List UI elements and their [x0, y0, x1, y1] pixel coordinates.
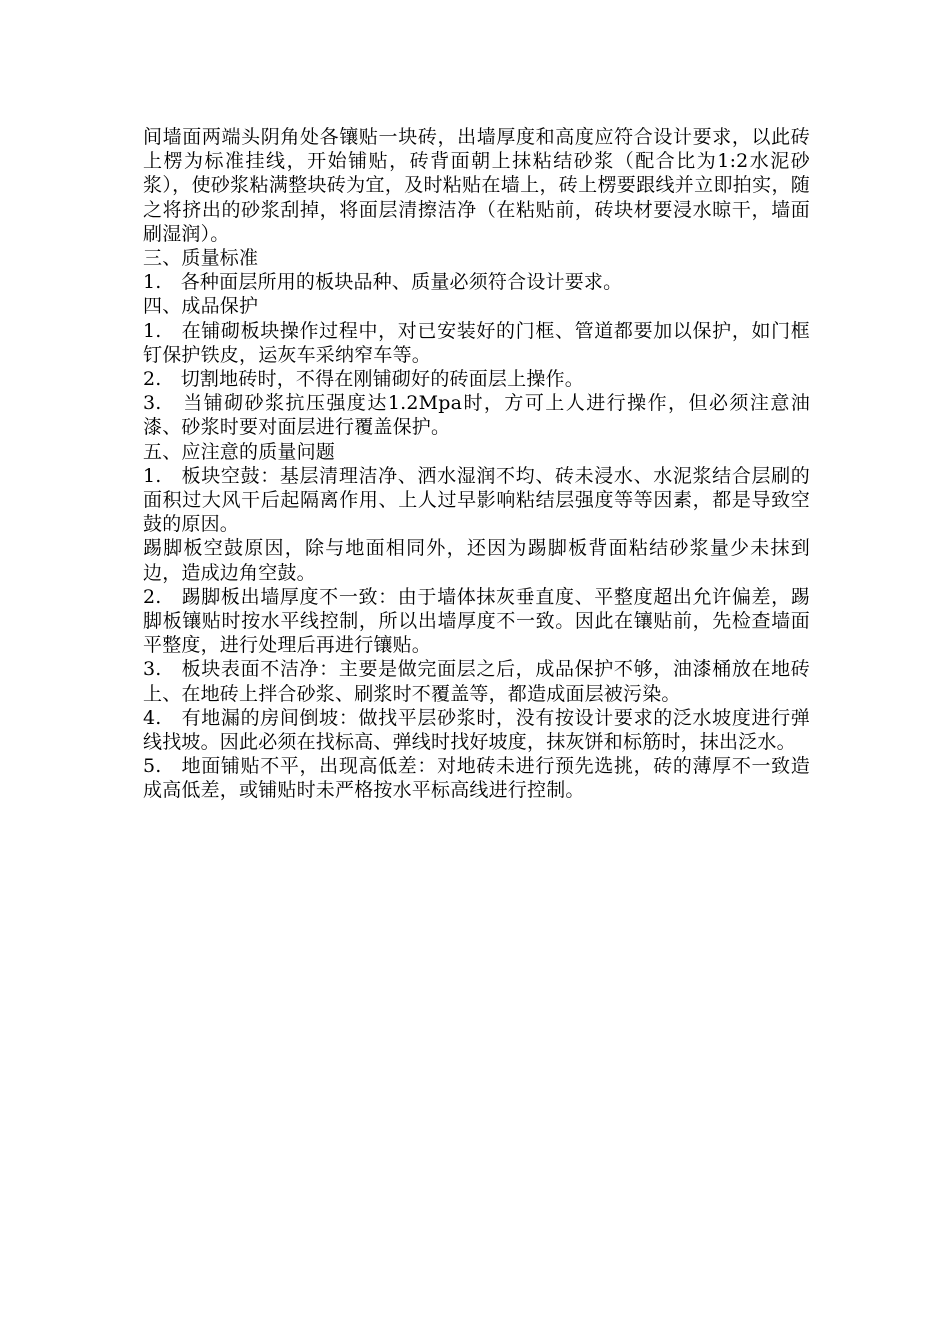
item-product-protection-1: 1. 在铺砌板块操作过程中，对已安装好的门框、管道都要加以保护，如门框钉保护铁皮，运灰车采纳窄车等。 [143, 319, 810, 366]
heading-product-protection: 四、成品保护 [143, 295, 259, 318]
item-quality-issue-3: 3. 板块表面不洁净：主要是做完面层之后，成品保护不够，油漆桶放在地砖上、在地砖上拌合砂浆、刷浆时不覆盖等，都造成面层被污染。 [143, 658, 810, 705]
document-page [143, 125, 810, 803]
item-quality-issue-5: 5. 地面铺贴不平，出现高低差：对地砖未进行预先选挑，砖的薄厚不一致造成高低差，或铺贴时未严格按水平标高线进行控制。 [143, 755, 810, 802]
item-quality-issue-1: 1. 板块空鼓：基层清理洁净、洒水湿润不均、砖未浸水、水泥浆结合层刷的面积过大风干后起隔离作用、上人过早影响粘结层强度等等因素，都是导致空鼓的原因。 [143, 464, 810, 536]
item-product-protection-3: 3. 当铺砌砂浆抗压强度达1.2Mpa时，方可上人进行操作，但必须注意油漆、砂浆时要对面层进行覆盖保护。 [143, 392, 810, 439]
paragraph-tile-installation-continued: 间墙面两端头阴角处各镶贴一块砖，出墙厚度和高度应符合设计要求，以此砖上楞为标准挂线，开始铺贴，砖背面朝上抹粘结砂浆（配合比为1:2水泥砂浆），使砂浆粘满整块砖为宜，及时粘贴在墙上，砖上楞要跟线并立即拍实，随之将挤出的砂浆刮掉，将面层清擦洁净（在粘贴前，砖块材要浸水晾干，墙面刷湿润）。 [143, 126, 810, 245]
item-quality-issue-2: 2. 踢脚板出墙厚度不一致：由于墙体抹灰垂直度、平整度超出允许偏差，踢脚板镶贴时按水平线控制，所以出墙厚度不一致。因此在镶贴前，先检查墙面平整度，进行处理后再进行镶贴。 [143, 585, 810, 657]
heading-quality-standards: 三、质量标准 [143, 247, 259, 270]
item-quality-standard-1: 1. 各种面层所用的板块品种、质量必须符合设计要求。 [143, 271, 623, 294]
heading-quality-issues: 五、应注意的质量问题 [143, 440, 336, 463]
item-quality-issue-1-note: 踢脚板空鼓原因，除与地面相同外，还因为踢脚板背面粘结砂浆量少未抹到边，造成边角空鼓。 [143, 537, 810, 584]
item-quality-issue-4: 4. 有地漏的房间倒坡：做找平层砂浆时，没有按设计要求的泛水坡度进行弹线找坡。因此必须在找标高、弹线时找好坡度，抹灰饼和标筋时，抹出泛水。 [143, 706, 810, 754]
item-product-protection-2: 2. 切割地砖时，不得在刚铺砌好的砖面层上操作。 [143, 368, 584, 391]
